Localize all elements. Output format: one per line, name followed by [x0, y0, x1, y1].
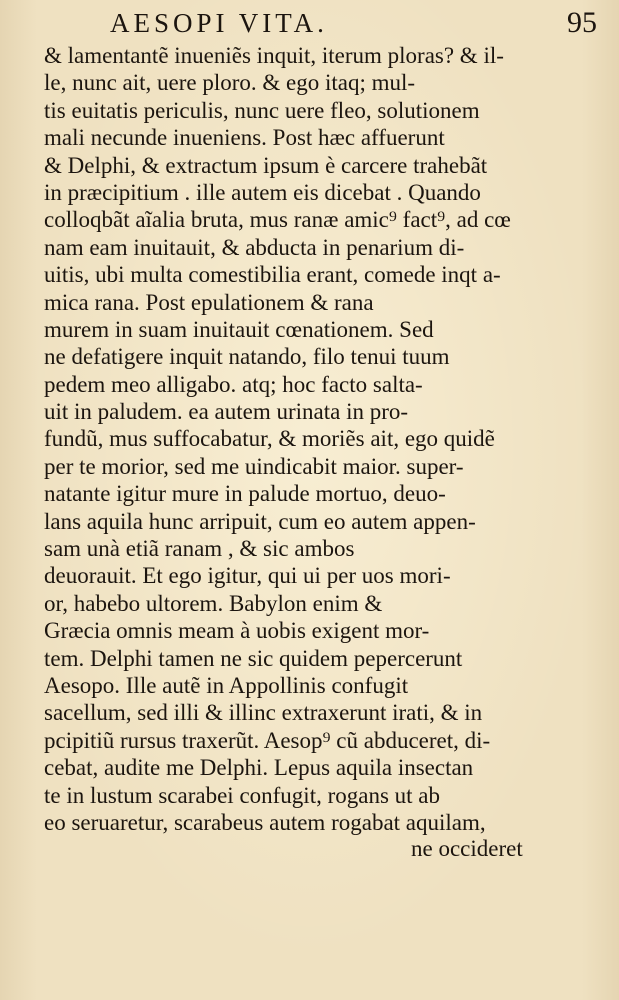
text-line: uit in paludem. ea autem urinata in pro-: [44, 399, 409, 425]
text-line: in præcipitium . ille autem eis dicebat . Quando: [44, 179, 481, 205]
page-number: 95: [567, 6, 597, 39]
text-line: & Delphi, & extractum ipsum è carcere trahebãt: [44, 152, 488, 178]
text-line: mica rana. Post epulationem & rana: [44, 289, 374, 315]
text-line: ne defatigere inquit natando, filo tenui tuum: [44, 344, 450, 370]
text-line: lans aquila hunc arripuit, cum eo autem appen-: [44, 508, 476, 534]
text-line: pcipitiũ rursus traxerũt. Aesop⁹ cũ abduceret, di-: [44, 727, 491, 753]
running-head: AESOPI VITA.: [110, 8, 328, 38]
catchword: ne occideret: [411, 836, 523, 861]
text-line: Aesopo. Ille autẽ in Appollinis confugit: [44, 672, 409, 698]
text-line: per te morior, sed me uindicabit maior. super-: [44, 453, 464, 479]
text-line: cebat, audite me Delphi. Lepus aquila insectan: [44, 755, 474, 781]
text-line: sam unà etiã ranam , & sic ambos: [44, 536, 355, 562]
text-line: or, habebo ultorem. Babylon enim &: [44, 590, 383, 616]
text-line: tis euitatis periculis, nunc uere fleo, solutionem: [44, 97, 480, 123]
text-line: natante igitur mure in palude mortuo, deuo-: [44, 481, 446, 507]
text-line: sacellum, sed illi & illinc extraxerunt irati, & in: [44, 700, 483, 726]
text-line: colloqbãt aĩalia bruta, mus ranæ amic⁹ fact⁹, ad cœ: [44, 207, 511, 233]
text-line: fundũ, mus suffocabatur, & moriẽs ait, ego quidẽ: [44, 426, 495, 452]
text-line: & lamentantẽ inueniẽs inquit, iterum ploras? & il-: [44, 43, 504, 68]
text-line: tem. Delphi tamen ne sic quidem pepercerunt: [44, 645, 463, 671]
text-line: uitis, ubi multa comestibilia erant, comede inqt a-: [44, 262, 501, 288]
text-line: deuorauit. Et ego igitur, qui ui per uos mori-: [44, 563, 451, 589]
body-text: [44, 42, 564, 836]
text-line: le, nunc ait, uere ploro. & ego itaq; mul-: [44, 70, 416, 96]
text-line: Græcia omnis meam à uobis exigent mor-: [44, 618, 430, 644]
text-line: eo seruaretur, scarabeus autem rogabat aquilam,: [44, 809, 486, 835]
text-line: murem in suam inuitauit cœnationem. Sed: [44, 316, 434, 342]
text-line: pedem meo alligabo. atq; hoc facto salta-: [44, 371, 423, 397]
text-line: mali necunde inueniens. Post hæc affuerunt: [44, 125, 445, 151]
text-line: te in lustum scarabei confugit, rogans ut ab: [44, 782, 441, 808]
text-line: nam eam inuitauit, & abducta in penarium di-: [44, 234, 465, 260]
